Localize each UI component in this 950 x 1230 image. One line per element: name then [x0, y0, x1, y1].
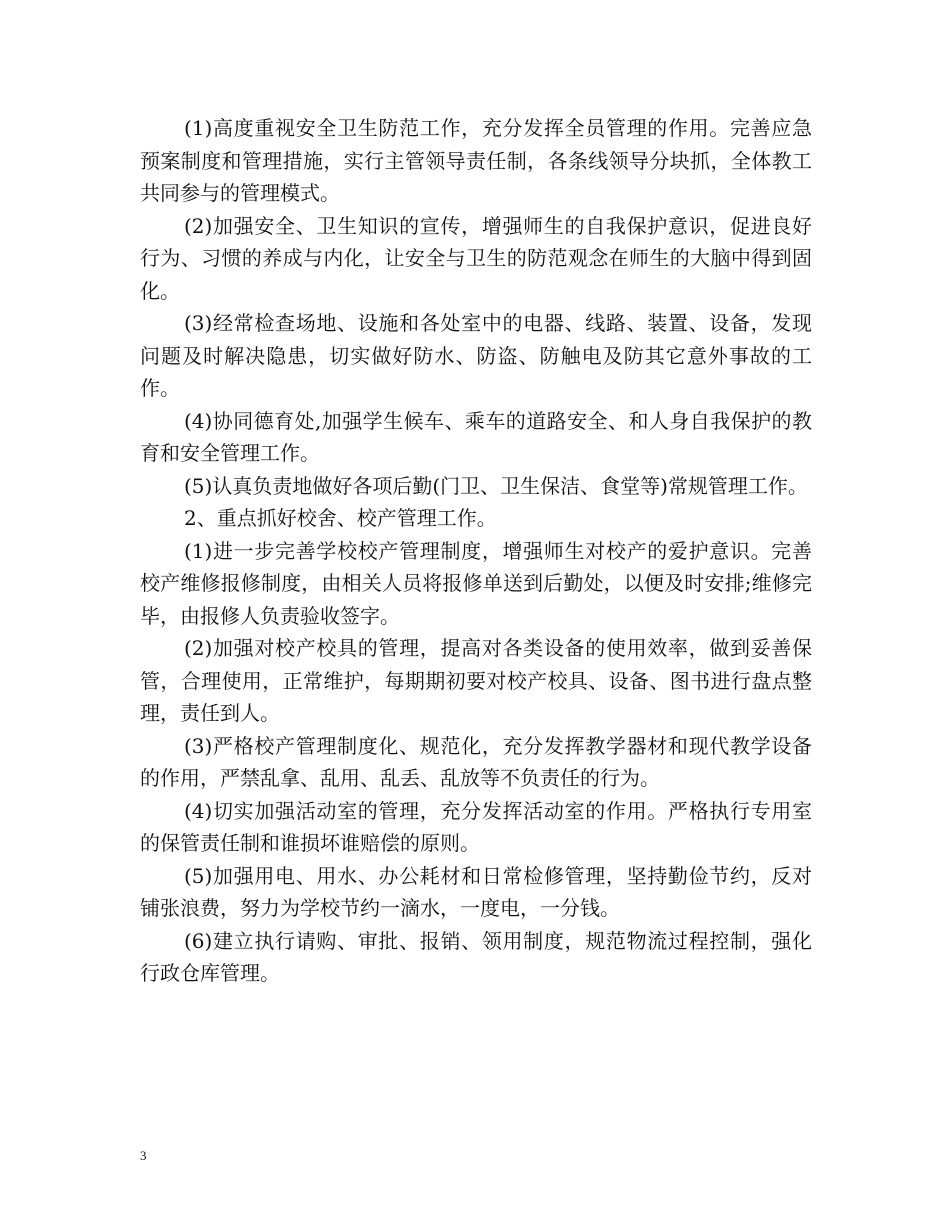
paragraph: (5)认真负责地做好各项后勤(门卫、卫生保洁、食堂等)常规管理工作。 — [184, 473, 808, 498]
document-body — [140, 112, 812, 990]
paragraph: (4)切实加强活动室的管理，充分发挥活动室的作用。严格执行专用室的保管责任制和谁损坏谁赔偿的原则。 — [140, 798, 812, 855]
paragraph: (2)加强安全、卫生知识的宣传，增强师生的自我保护意识，促进良好行为、习惯的养成与内化，让安全与卫生的防范观念在师生的大脑中得到固化。 — [140, 213, 812, 303]
section-heading: 2、重点抓好校舍、校产管理工作。 — [184, 506, 497, 530]
paragraph: (1)高度重视安全卫生防范工作，充分发挥全员管理的作用。完善应急预案制度和管理措施，实行主管领导责任制，各条线领导分块抓，全体教工共同参与的管理模式。 — [140, 116, 812, 205]
paragraph: (5)加强用电、用水、办公耗材和日常检修管理，坚持勤俭节约，反对铺张浪费，努力为学校节约一滴水，一度电，一分钱。 — [140, 863, 812, 920]
paragraph: (3)严格校产管理制度化、规范化，充分发挥教学器材和现代教学设备的作用，严禁乱拿、乱用、乱丢、乱放等不负责任的行为。 — [140, 733, 812, 790]
paragraph: (1)进一步完善学校校产管理制度，增强师生对校产的爱护意识。完善校产维修报修制度，由相关人员将报修单送到后勤处，以便及时安排;维修完毕，由报修人负责验收签字。 — [140, 538, 812, 628]
paragraph: (6)建立执行请购、审批、报销、领用制度，规范物流过程控制，强化行政仓库管理。 — [140, 928, 812, 985]
paragraph: (2)加强对校产校具的管理，提高对各类设备的使用效率，做到妥善保管，合理使用，正常维护，每期期初要对校产校具、设备、图书进行盘点整理，责任到人。 — [140, 636, 812, 725]
paragraph: (4)协同德育处,加强学生候车、乘车的道路安全、和人身自我保护的教育和安全管理工作。 — [140, 408, 812, 465]
paragraph: (3)经常检查场地、设施和各处室中的电器、线路、装置、设备，发现问题及时解决隐患，切实做好防水、防盗、防触电及防其它意外事故的工作。 — [140, 311, 812, 400]
page-number: 3 — [140, 1148, 147, 1163]
